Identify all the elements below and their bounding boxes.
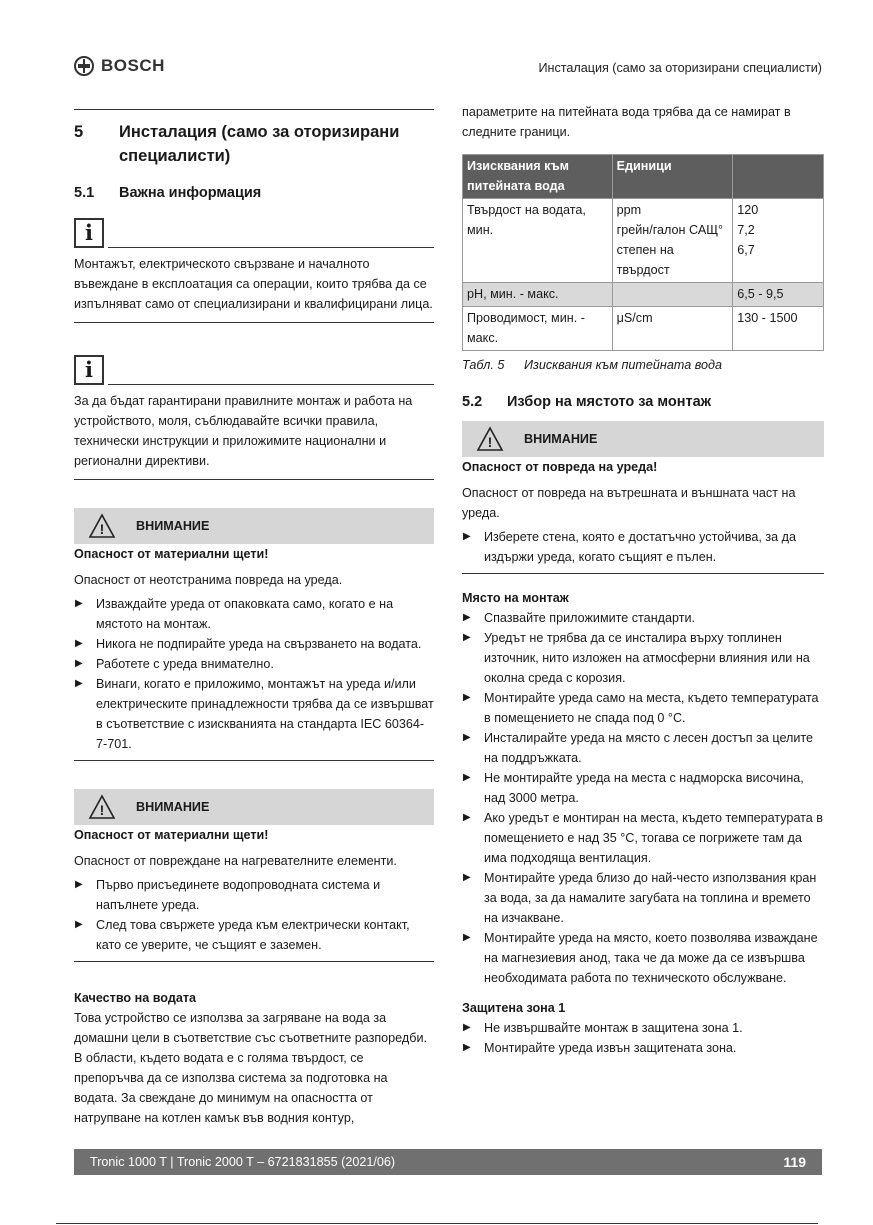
intro-text: параметрите на питейната вода трябва да се намират в следните граници. [462,105,791,139]
svg-text:!: ! [99,802,105,818]
chapter-number: 5 [74,123,84,141]
list-item: ▶ Изберете стена, която е достатъчно устойчива, за да издържи уреда, когато същият е пълен. [462,527,824,567]
list-item: ▶ Никога не подпирайте уреда на свързването на водата. [74,634,434,654]
location-list [462,608,824,988]
section-heading-5-1 [74,182,434,204]
table-cell: 120 7,2 6,7 [733,199,824,283]
info-note [74,216,434,323]
divider [108,247,434,248]
water-quality-heading: Качество на водата [74,991,197,1005]
info-icon: i [74,218,104,248]
table-cell: Твърдост на водата, мин. [463,199,613,283]
page-number: 119 [783,1154,806,1170]
warning-box [462,421,824,574]
section-number: 5.1 [74,185,95,201]
warning-label: ВНИМАНИЕ [136,800,210,814]
list-item: ▶ Монтирайте уреда близо до най-често използвания кран за вода, за да намалите загубата на топлина и времето на изчакване. [462,868,824,928]
warning-title: Опасност от повреда на уреда! [462,460,658,474]
chapter-heading [74,109,434,168]
divider [108,384,434,385]
table-cell: ppm грейн/галон САЩ° степен на твърдост [612,199,733,283]
warning-text: Опасност от повреда на вътрешната и външната част на уреда. [462,486,796,520]
section-heading-5-2 [462,391,824,413]
requirements-table [462,154,824,351]
page-header [74,56,822,82]
list-item: ▶ Работете с уреда внимателно. [74,654,434,674]
running-head: Инсталация (само за оторизирани специалисти) [538,61,822,75]
footer-document-id: Tronic 1000 T | Tronic 2000 T – 6721831855 (2021/06) [90,1155,396,1169]
page-footer [74,1149,822,1175]
note-text: Монтажът, електрическото свързване и началното въвеждане в експлоатация са операции, които трябва да се изпълняват само от специализирани и квалифицирани лица. [74,257,433,311]
brand-name: BOSCH [101,56,165,75]
warning-label: ВНИМАНИЕ [136,519,210,533]
list-item: ▶ Монтирайте уреда извън защитената зона. [462,1038,824,1058]
bosch-logo [74,56,165,76]
protected-zone-list [462,1018,824,1058]
table-cell: μS/cm [612,307,733,351]
right-column [462,102,824,1058]
protected-zone-heading: Защитена зона 1 [462,1001,566,1015]
table-cell: pH, мин. - макс. [463,283,613,307]
list-item: ▶ Не извършвайте монтаж в защитена зона 1. [462,1018,824,1038]
svg-text:!: ! [99,521,105,537]
list-item: ▶ Не монтирайте уреда на места с надморска височина, над 3000 метра. [462,768,824,808]
table-cell: 130 - 1500 [733,307,824,351]
table-caption [462,355,824,375]
table-row [463,199,824,283]
warning-list [74,594,434,754]
location-heading: Място на монтаж [462,591,569,605]
list-item: ▶ Изваждайте уреда от опаковката само, когато е на мястото на монтаж. [74,594,434,634]
chapter-title: Инсталация (само за оторизирани специалисти) [119,123,400,165]
list-item: ▶ След това свържете уреда към електрически контакт, като се уверите, че същият е заземен. [74,915,434,955]
warning-triangle-icon [88,794,116,820]
info-icon: i [74,355,104,385]
list-item: ▶ Инсталирайте уреда на място с лесен достъп за целите на поддръжката. [462,728,824,768]
list-item: ▶ Монтирайте уреда на място, което позволява изваждане на магнезиевия анод, така че да може да се извършва необходимата работа по техническото обслужване. [462,928,824,988]
divider [56,1223,818,1224]
warning-text: Опасност от повреждане на нагревателните елементи. [74,854,397,868]
warning-label: ВНИМАНИЕ [524,432,598,446]
list-item: ▶ Винаги, когато е приложимо, монтажът на уреда и/или електрическите принадлежности трябва да се извършват в съответствие с изискванията на стандарта IEC 60364-7-701. [74,674,434,754]
warning-title: Опасност от материални щети! [74,828,269,842]
column-header [733,155,824,199]
svg-text:!: ! [487,434,493,450]
list-item: ▶ Спазвайте приложимите стандарти. [462,608,824,628]
note-text: За да бъдат гарантирани правилните монтаж и работа на устройството, моля, съблюдавайте всички правила, технически инструкции и приложимите национални и регионални директиви. [74,394,413,468]
table-cell: 6,5 - 9,5 [733,283,824,307]
section-title: Избор на мястото за монтаж [507,394,711,410]
table-cell [612,283,733,307]
section-title: Важна информация [119,185,262,201]
warning-text: Опасност от неотстранима повреда на уреда. [74,573,343,587]
warning-list [462,527,824,567]
caption-number: Табл. 5 [462,358,505,372]
table-cell: Проводимост, мин. - макс. [463,307,613,351]
warning-triangle-icon [476,426,504,452]
warning-title: Опасност от материални щети! [74,547,269,561]
info-note [74,353,434,480]
column-header: Единици [612,155,733,199]
warning-box [74,508,434,761]
caption-text: Изисквания към питейната вода [524,358,722,372]
table-header-row [463,155,824,199]
section-number: 5.2 [462,394,483,410]
list-item: ▶ Ако уредът е монтиран на места, където температурата в помещението е над 35 °C, тогава се погрижете там да има подходяща вентилация. [462,808,824,868]
warning-triangle-icon [88,513,116,539]
list-item: ▶ Монтирайте уреда само на места, където температурата в помещението не спада под 0 °C. [462,688,824,728]
column-header: Изисквания към питейната вода [463,155,613,199]
warning-list [74,875,434,955]
list-item: ▶ Уредът не трябва да се инсталира върху топлинен източник, нито изложен на атмосферни влияния или на околна среда с корозия. [462,628,824,688]
warning-box [74,789,434,962]
table-row [463,283,824,307]
left-column [74,100,434,1128]
bosch-armature-icon [74,56,94,76]
list-item: ▶ Първо присъединете водопроводната система и напълнете уреда. [74,875,434,915]
water-quality-text: Това устройство се използва за загряване на вода за домашни цели в съответствие със съответните разпоредби. В области, където водата е с голяма твърдост, се препоръчва да се използва система за подготовка на водата. За свеждане до минимум на опасността от натрупване на котлен камък във водния контур, [74,1011,427,1125]
table-row [463,307,824,351]
